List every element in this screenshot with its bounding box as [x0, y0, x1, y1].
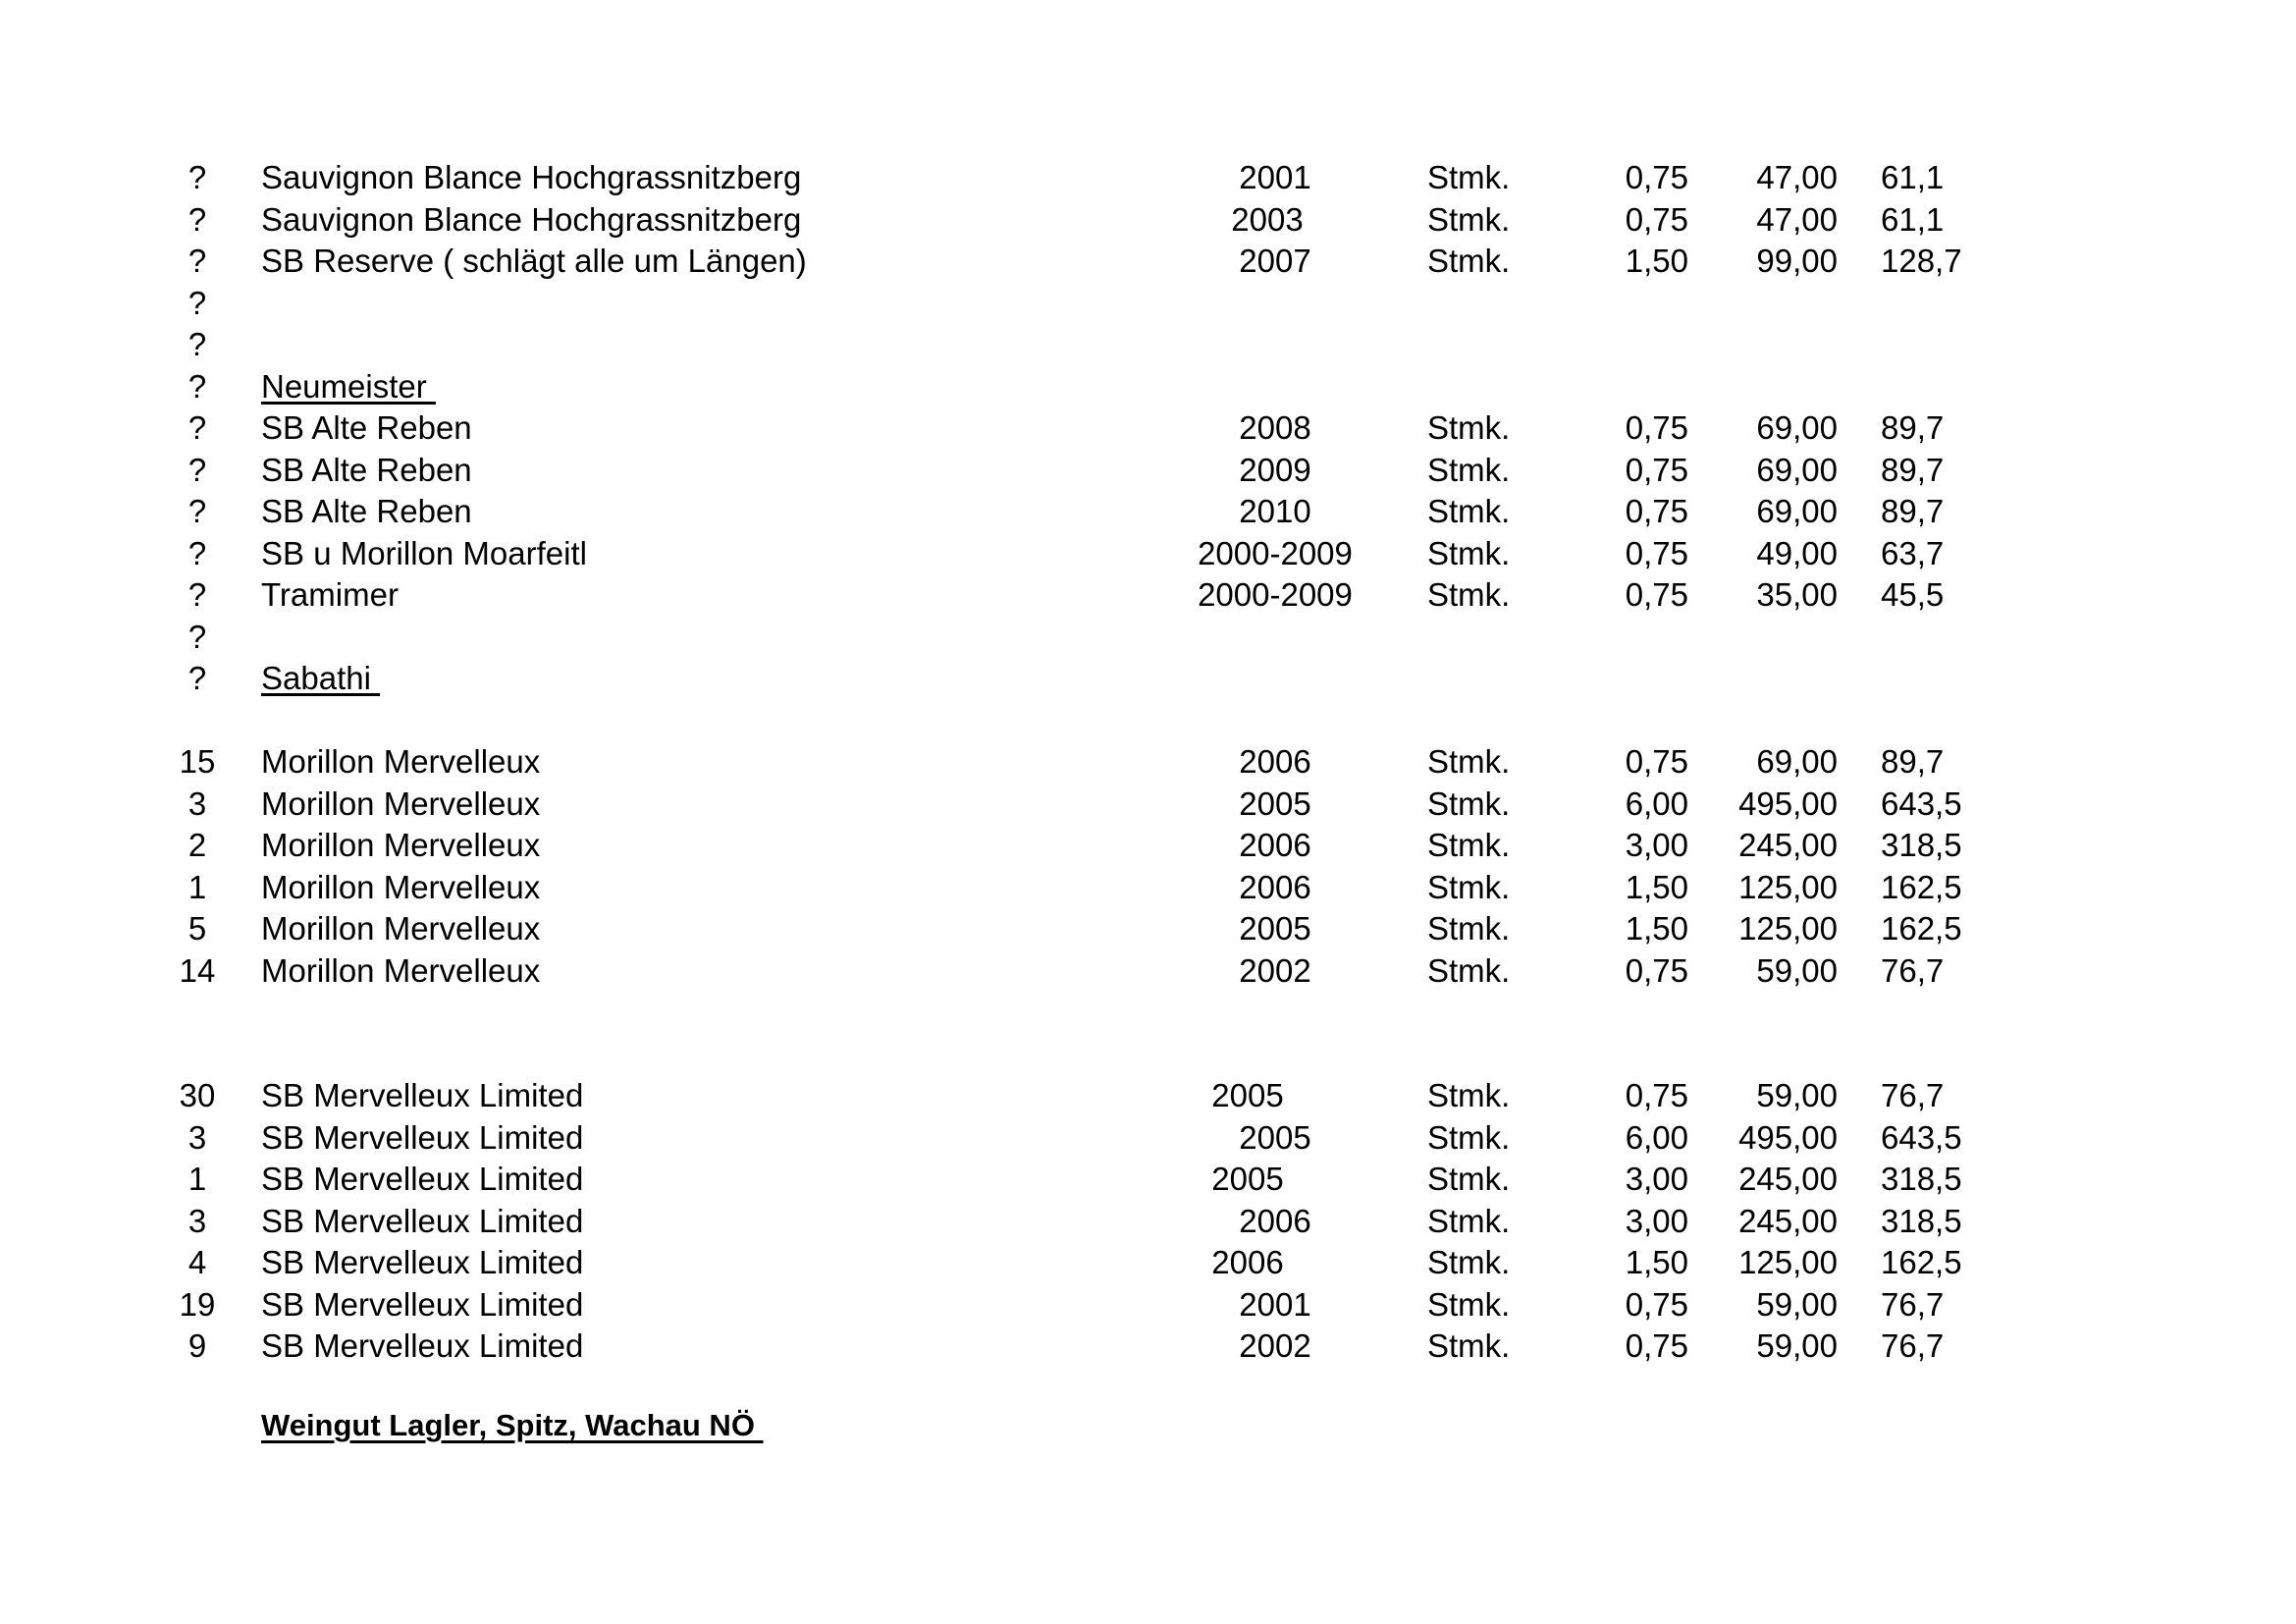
wine-row	[0, 784, 2296, 825]
vintage-cell: 2005	[1211, 1077, 1284, 1113]
vintage-cell: 2007	[1239, 243, 1311, 279]
gross-price-cell: 89,7	[1881, 493, 1945, 529]
vintage-cell: 2001	[1239, 159, 1311, 195]
quantity-cell: 3	[187, 785, 207, 822]
gross-price-cell: 643,5	[1881, 1118, 1962, 1156]
vintage-cell: 2003	[1231, 200, 1304, 238]
quantity-cell: ?	[187, 534, 207, 571]
wine-name-cell: SB Alte Reben	[261, 409, 472, 446]
wine-name-cell: Morillon Mervelleux	[261, 868, 541, 905]
wine-row	[0, 1242, 2296, 1283]
gross-price-cell: 162,5	[1881, 910, 1962, 947]
wine-row	[0, 1159, 2296, 1200]
wine-name-cell: SB Mervelleux Limited	[261, 1244, 584, 1280]
region-cell: Stmk.	[1427, 910, 1511, 947]
blank-row	[0, 617, 2296, 658]
wine-row	[0, 241, 2296, 282]
region-cell: Stmk.	[1427, 1327, 1511, 1364]
bottle-size-cell: 3,00	[1625, 1161, 1688, 1197]
quantity-cell: 14	[179, 951, 216, 989]
wine-name-cell: SB Mervelleux Limited	[261, 1327, 584, 1364]
quantity-cell: 9	[187, 1327, 207, 1364]
region-cell: Stmk.	[1427, 951, 1511, 989]
bottle-size-cell: 0,75	[1625, 1327, 1688, 1364]
price-cell: 245,00	[1738, 1202, 1838, 1239]
quantity-cell: ?	[187, 618, 207, 655]
region-cell: Stmk.	[1427, 243, 1511, 279]
price-cell: 59,00	[1756, 951, 1838, 989]
gross-price-cell: 76,7	[1881, 1285, 1945, 1323]
bottle-size-cell: 3,00	[1625, 827, 1688, 863]
gross-price-cell: 643,5	[1881, 785, 1962, 822]
wine-name-cell: Morillon Mervelleux	[261, 743, 541, 780]
quantity-cell: 5	[187, 910, 207, 947]
gross-price-cell: 128,7	[1881, 243, 1962, 279]
price-cell: 245,00	[1738, 827, 1838, 863]
wine-name-cell: SB u Morillon Moarfeitl	[261, 534, 587, 571]
vintage-cell: 2010	[1239, 493, 1311, 529]
wine-name-cell: Morillon Mervelleux	[261, 910, 541, 947]
vintage-cell: 2001	[1239, 1285, 1311, 1323]
wine-row	[0, 533, 2296, 574]
bottle-size-cell: 1,50	[1625, 243, 1688, 279]
price-cell: 125,00	[1738, 868, 1838, 905]
blank-row	[0, 283, 2296, 324]
price-cell: 49,00	[1756, 534, 1838, 571]
price-cell: 495,00	[1738, 1118, 1838, 1156]
quantity-cell: 15	[179, 743, 216, 780]
bottle-size-cell: 0,75	[1625, 200, 1688, 238]
vintage-cell: 2006	[1239, 743, 1311, 780]
region-cell: Stmk.	[1427, 1244, 1511, 1280]
region-cell: Stmk.	[1427, 743, 1511, 780]
gross-price-cell: 76,7	[1881, 951, 1945, 989]
wine-name-cell: SB Alte Reben	[261, 451, 472, 488]
quantity-cell: 1	[187, 868, 207, 905]
bottle-size-cell: 0,75	[1625, 159, 1688, 195]
region-cell: Stmk.	[1427, 868, 1511, 905]
region-cell: Stmk.	[1427, 785, 1511, 822]
bottle-size-cell: 0,75	[1625, 409, 1688, 446]
wine-name-cell: SB Mervelleux Limited	[261, 1118, 584, 1156]
price-cell: 245,00	[1738, 1161, 1838, 1197]
wine-row	[0, 1075, 2296, 1116]
region-cell: Stmk.	[1427, 200, 1511, 238]
quantity-cell: 4	[187, 1244, 207, 1280]
quantity-cell: ?	[187, 451, 207, 488]
gross-price-cell: 63,7	[1881, 534, 1945, 571]
bottle-size-cell: 0,75	[1625, 951, 1688, 989]
wine-name-cell: SB Mervelleux Limited	[261, 1285, 584, 1323]
wine-row	[0, 574, 2296, 616]
price-cell: 59,00	[1756, 1327, 1838, 1364]
region-cell: Stmk.	[1427, 451, 1511, 488]
price-cell: 125,00	[1738, 1244, 1838, 1280]
price-cell: 99,00	[1756, 243, 1838, 279]
region-cell: Stmk.	[1427, 576, 1511, 613]
vintage-cell: 2002	[1239, 951, 1311, 989]
region-cell: Stmk.	[1427, 1118, 1511, 1156]
quantity-cell: 19	[179, 1285, 216, 1323]
section-row	[0, 658, 2296, 699]
wine-row	[0, 867, 2296, 908]
vintage-cell: 2006	[1211, 1244, 1284, 1280]
wine-row	[0, 157, 2296, 198]
quantity-cell: ?	[187, 284, 207, 321]
section-row	[0, 366, 2296, 407]
quantity-cell: ?	[187, 326, 207, 362]
quantity-cell: 3	[187, 1202, 207, 1239]
wine-name-cell: SB Alte Reben	[261, 493, 472, 529]
gross-price-cell: 89,7	[1881, 409, 1945, 446]
gross-price-cell: 76,7	[1881, 1327, 1945, 1364]
quantity-cell: ?	[187, 660, 207, 696]
gross-price-cell: 318,5	[1881, 827, 1962, 863]
wine-name-cell: Morillon Mervelleux	[261, 827, 541, 863]
price-cell: 495,00	[1738, 785, 1838, 822]
vintage-cell: 2009	[1239, 451, 1311, 488]
quantity-cell: ?	[187, 367, 207, 405]
region-cell: Stmk.	[1427, 534, 1511, 571]
blank-row	[0, 992, 2296, 1033]
price-cell: 35,00	[1756, 576, 1838, 613]
bottle-size-cell: 1,50	[1625, 910, 1688, 947]
bottle-size-cell: 3,00	[1625, 1202, 1688, 1239]
bottle-size-cell: 6,00	[1625, 1118, 1688, 1156]
wine-row	[0, 1326, 2296, 1367]
quantity-cell: 1	[187, 1161, 207, 1197]
producer-heading: Neumeister	[261, 367, 436, 405]
price-cell: 59,00	[1756, 1285, 1838, 1323]
wine-row	[0, 825, 2296, 866]
region-cell: Stmk.	[1427, 409, 1511, 446]
gross-price-cell: 318,5	[1881, 1202, 1962, 1239]
region-cell: Stmk.	[1427, 1077, 1511, 1113]
gross-price-cell: 45,5	[1881, 576, 1945, 613]
wine-row	[0, 1201, 2296, 1242]
wine-name-cell: SB Mervelleux Limited	[261, 1202, 584, 1239]
wine-row	[0, 741, 2296, 783]
price-cell: 69,00	[1756, 409, 1838, 446]
gross-price-cell: 61,1	[1881, 159, 1945, 195]
wine-row	[0, 199, 2296, 241]
quantity-cell: ?	[187, 159, 207, 195]
gross-price-cell: 162,5	[1881, 1244, 1962, 1280]
vintage-cell: 2005	[1239, 910, 1311, 947]
vintage-cell: 2000-2009	[1198, 576, 1353, 613]
quantity-cell: 2	[187, 827, 207, 863]
producer-heading: Sabathi	[261, 660, 381, 696]
vintage-cell: 2005	[1239, 1118, 1311, 1156]
price-cell: 47,00	[1756, 159, 1838, 195]
region-cell: Stmk.	[1427, 827, 1511, 863]
vintage-cell: 2002	[1239, 1327, 1311, 1364]
wine-name-cell: SB Mervelleux Limited	[261, 1161, 584, 1197]
blank-row	[0, 1034, 2296, 1075]
bottle-size-cell: 6,00	[1625, 785, 1688, 822]
wine-name-cell: Morillon Mervelleux	[261, 785, 541, 822]
gross-price-cell: 89,7	[1881, 451, 1945, 488]
wine-name-cell: Sauvignon Blance Hochgrassnitzberg	[261, 159, 802, 195]
quantity-cell: 3	[187, 1118, 207, 1156]
gross-price-cell: 89,7	[1881, 743, 1945, 780]
bottle-size-cell: 0,75	[1625, 493, 1688, 529]
quantity-cell: ?	[187, 493, 207, 529]
region-cell: Stmk.	[1427, 1202, 1511, 1239]
quantity-cell: ?	[187, 576, 207, 613]
vintage-cell: 2006	[1239, 827, 1311, 863]
quantity-cell: ?	[187, 243, 207, 279]
vintage-cell: 2006	[1239, 868, 1311, 905]
region-cell: Stmk.	[1427, 1161, 1511, 1197]
gross-price-cell: 318,5	[1881, 1161, 1962, 1197]
wine-name-cell: Tramimer	[261, 576, 399, 613]
region-cell: Stmk.	[1427, 1285, 1511, 1323]
bottle-size-cell: 1,50	[1625, 868, 1688, 905]
bottle-size-cell: 0,75	[1625, 743, 1688, 780]
vintage-cell: 2005	[1239, 785, 1311, 822]
wine-row	[0, 450, 2296, 491]
price-cell: 69,00	[1756, 493, 1838, 529]
gross-price-cell: 61,1	[1881, 200, 1945, 238]
wine-row	[0, 1284, 2296, 1326]
winery-heading-lagler: Weingut Lagler, Spitz, Wachau NÖ	[261, 1408, 764, 1442]
gross-price-cell: 162,5	[1881, 868, 1962, 905]
wine-row	[0, 950, 2296, 992]
price-cell: 125,00	[1738, 910, 1838, 947]
wine-name-cell: Morillon Mervelleux	[261, 951, 541, 989]
price-cell: 59,00	[1756, 1077, 1838, 1113]
quantity-cell: ?	[187, 200, 207, 238]
bottle-size-cell: 0,75	[1625, 1285, 1688, 1323]
vintage-cell: 2000-2009	[1198, 534, 1353, 571]
wine-name-cell: Sauvignon Blance Hochgrassnitzberg	[261, 200, 802, 238]
bottle-size-cell: 0,75	[1625, 576, 1688, 613]
gross-price-cell: 76,7	[1881, 1077, 1945, 1113]
price-cell: 47,00	[1756, 200, 1838, 238]
price-cell: 69,00	[1756, 451, 1838, 488]
region-cell: Stmk.	[1427, 159, 1511, 195]
wine-row	[0, 908, 2296, 949]
bottle-size-cell: 0,75	[1625, 534, 1688, 571]
blank-row	[0, 324, 2296, 365]
price-cell: 69,00	[1756, 743, 1838, 780]
blank-row	[0, 700, 2296, 741]
region-cell: Stmk.	[1427, 493, 1511, 529]
vintage-cell: 2006	[1239, 1202, 1311, 1239]
bottle-size-cell: 0,75	[1625, 451, 1688, 488]
vintage-cell: 2008	[1239, 409, 1311, 446]
bottle-size-cell: 0,75	[1625, 1077, 1688, 1113]
wine-name-cell: SB Mervelleux Limited	[261, 1077, 584, 1113]
vintage-cell: 2005	[1211, 1161, 1284, 1197]
wine-row	[0, 491, 2296, 532]
wine-name-cell: SB Reserve ( schlägt alle um Längen)	[261, 243, 807, 279]
wine-row	[0, 407, 2296, 449]
quantity-cell: 30	[179, 1077, 216, 1113]
bottle-size-cell: 1,50	[1625, 1244, 1688, 1280]
wine-row	[0, 1117, 2296, 1159]
quantity-cell: ?	[187, 409, 207, 446]
